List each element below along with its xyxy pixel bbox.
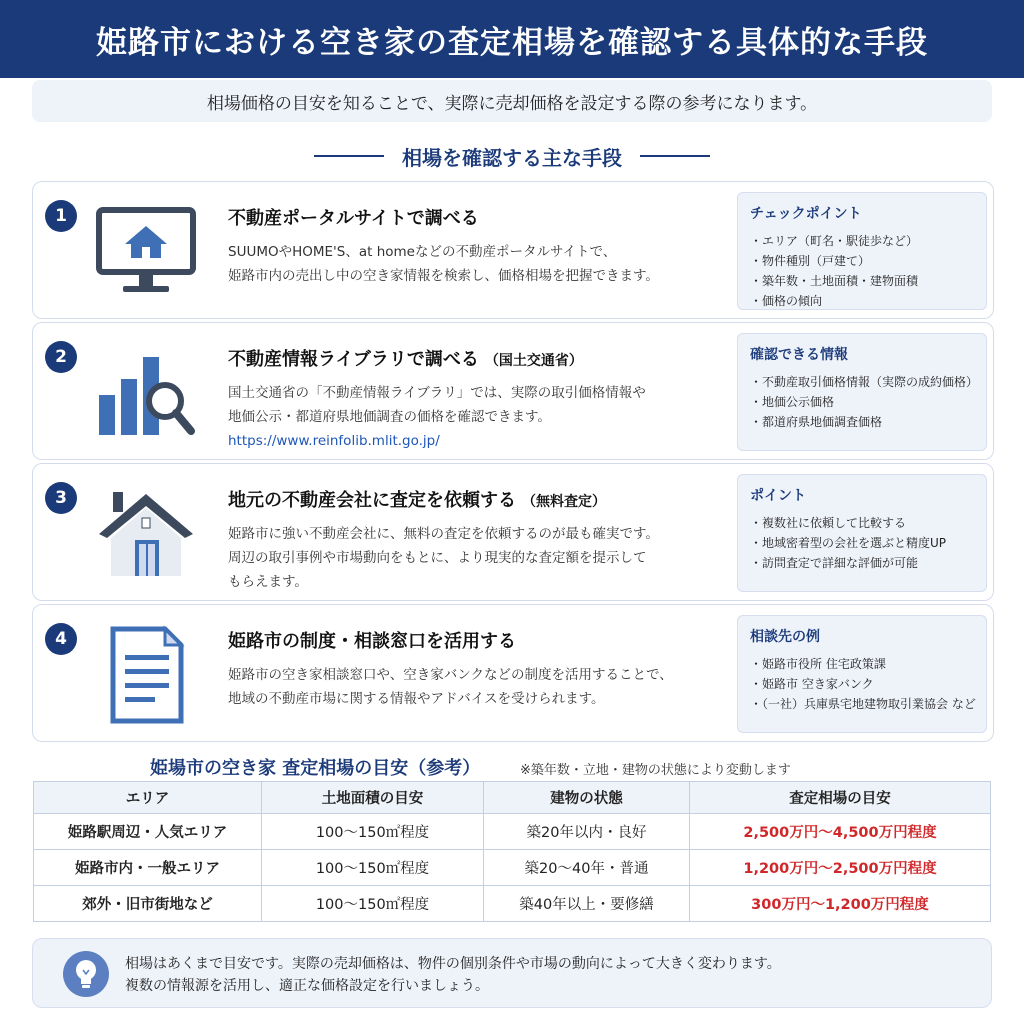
point-box <box>737 474 987 592</box>
section-title: 相場を確認する主な手段 <box>402 145 622 170</box>
land-cell: 100〜150㎡程度 <box>262 850 484 886</box>
house-icon <box>91 484 201 584</box>
section-heading <box>0 140 1024 172</box>
land-cell: 100〜150㎡程度 <box>262 814 484 850</box>
method-title-text: 姫路市の制度・相談窓口を活用する <box>228 631 516 652</box>
intro-banner: 相場価格の目安を知ることで、実際に売却価格を設定する際の参考になります。 <box>32 80 992 122</box>
step-number: 3 <box>45 482 77 514</box>
step-number: 2 <box>45 341 77 373</box>
reference-title: 姫場市の空き家 査定相場の目安（参考） <box>150 758 481 779</box>
method-card-3 <box>32 463 994 601</box>
column-header: 建物の状態 <box>484 782 690 814</box>
method-card-4 <box>32 604 994 742</box>
desc-line: 姫路市内の売出し中の空き家情報を検索し、価格相場を把握できます。 <box>228 268 659 284</box>
condition-cell: 築20〜40年・普通 <box>484 850 690 886</box>
method-title-text: 地元の不動産会社に査定を依頼する <box>228 490 516 511</box>
side-item: ・物件種別（戸建て） <box>750 254 871 268</box>
side-item: ・不動産取引価格情報（実際の成約価格） <box>750 375 979 389</box>
method-title <box>228 345 583 371</box>
table-header-row <box>34 782 991 814</box>
side-item: ・（一社）兵庫県宅地建物取引業協会 など <box>750 697 976 711</box>
step-number: 1 <box>45 200 77 232</box>
desc-line: SUUMOやHOME'S、at homeなどの不動産ポータルサイトで、 <box>228 244 617 260</box>
land-cell: 100〜150㎡程度 <box>262 886 484 922</box>
column-header: 査定相場の目安 <box>690 782 991 814</box>
side-item: ・地域密着型の会社を選ぶと精度UP <box>750 536 947 550</box>
tip-line: 相場はあくまで目安です。実際の売却価格は、物件の個別条件や市場の動向によって大きく変わります。 <box>125 956 781 972</box>
method-card-2 <box>32 322 994 460</box>
method-title <box>228 486 606 512</box>
method-description <box>228 522 728 594</box>
area-cell: 姫路市内・一般エリア <box>34 850 262 886</box>
side-title: チェックポイント <box>750 206 862 222</box>
side-item: ・訪問査定で詳細な評価が可能 <box>750 556 919 570</box>
bar-chart-magnifier-icon <box>91 343 201 443</box>
price-cell: 300万円〜1,200万円程度 <box>690 886 991 922</box>
method-description <box>228 240 728 288</box>
method-card-1 <box>32 181 994 319</box>
condition-cell: 築20年以内・良好 <box>484 814 690 850</box>
desc-line: もらえます。 <box>228 574 308 590</box>
document-icon <box>91 625 201 725</box>
side-item: ・築年数・土地面積・建物面積 <box>750 274 919 288</box>
page-header <box>0 0 1024 78</box>
method-title-text: 不動産情報ライブラリで調べる <box>228 349 479 370</box>
desc-line: 姫路市の空き家相談窓口や、空き家バンクなどの制度を活用することで、 <box>228 667 673 683</box>
method-subtitle: （国土交通省） <box>484 353 583 369</box>
monitor-house-icon <box>91 202 201 302</box>
price-cell: 1,200万円〜2,500万円程度 <box>690 850 991 886</box>
method-description <box>228 663 728 711</box>
step-number: 4 <box>45 623 77 655</box>
reference-note: ※築年数・立地・建物の状態により変動します <box>520 763 791 778</box>
method-subtitle: （無料査定） <box>522 494 606 510</box>
desc-line: 国土交通省の「不動産情報ライブラリ」では、実際の取引価格情報や <box>228 385 646 401</box>
page-title: 姫路市における空き家の査定相場を確認する具体的な手段 <box>96 24 928 61</box>
area-cell: 姫路駅周辺・人気エリア <box>34 814 262 850</box>
side-item: ・エリア（町名・駅徒歩など） <box>750 234 919 248</box>
method-description <box>228 381 728 453</box>
side-item: ・価格の傾向 <box>750 294 823 308</box>
table-row <box>34 886 991 922</box>
lightbulb-icon <box>63 951 109 997</box>
heading-rule-left <box>314 155 384 157</box>
reinfolib-link[interactable]: https://www.reinfolib.mlit.go.jp/ <box>228 433 440 449</box>
side-item: ・姫路市役所 住宅政策課 <box>750 657 886 671</box>
info-box <box>737 333 987 451</box>
price-table <box>33 781 991 922</box>
consult-box <box>737 615 987 733</box>
heading-rule-right <box>640 155 710 157</box>
checkpoint-box <box>737 192 987 310</box>
table-row <box>34 850 991 886</box>
method-title <box>228 627 516 653</box>
side-title: 確認できる情報 <box>750 347 848 363</box>
price-cell: 2,500万円〜4,500万円程度 <box>690 814 991 850</box>
side-item: ・複数社に依頼して比較する <box>750 516 907 530</box>
area-cell: 郊外・旧市街地など <box>34 886 262 922</box>
side-item: ・地価公示価格 <box>750 395 835 409</box>
side-item: ・姫路市 空き家バンク <box>750 677 874 691</box>
tip-line: 複数の情報源を活用し、適正な価格設定を行いましょう。 <box>125 978 489 994</box>
side-title: ポイント <box>750 488 806 504</box>
side-item: ・都道府県地価調査価格 <box>750 415 883 429</box>
column-header: エリア <box>34 782 262 814</box>
tip-box <box>32 938 992 1008</box>
condition-cell: 築40年以上・要修繕 <box>484 886 690 922</box>
table-row <box>34 814 991 850</box>
side-title: 相談先の例 <box>750 629 820 645</box>
desc-line: 地価公示・都道府県地価調査の価格を確認できます。 <box>228 409 551 425</box>
method-title-text: 不動産ポータルサイトで調べる <box>228 208 479 229</box>
tip-text <box>125 953 781 997</box>
desc-line: 地域の不動産市場に関する情報やアドバイスを受けられます。 <box>228 691 605 707</box>
desc-line: 姫路市に強い不動産会社に、無料の査定を依頼するのが最も確実です。 <box>228 526 659 542</box>
method-title <box>228 204 479 230</box>
column-header: 土地面積の目安 <box>262 782 484 814</box>
desc-line: 周辺の取引事例や市場動向をもとに、より現実的な査定額を提示して <box>228 550 647 566</box>
